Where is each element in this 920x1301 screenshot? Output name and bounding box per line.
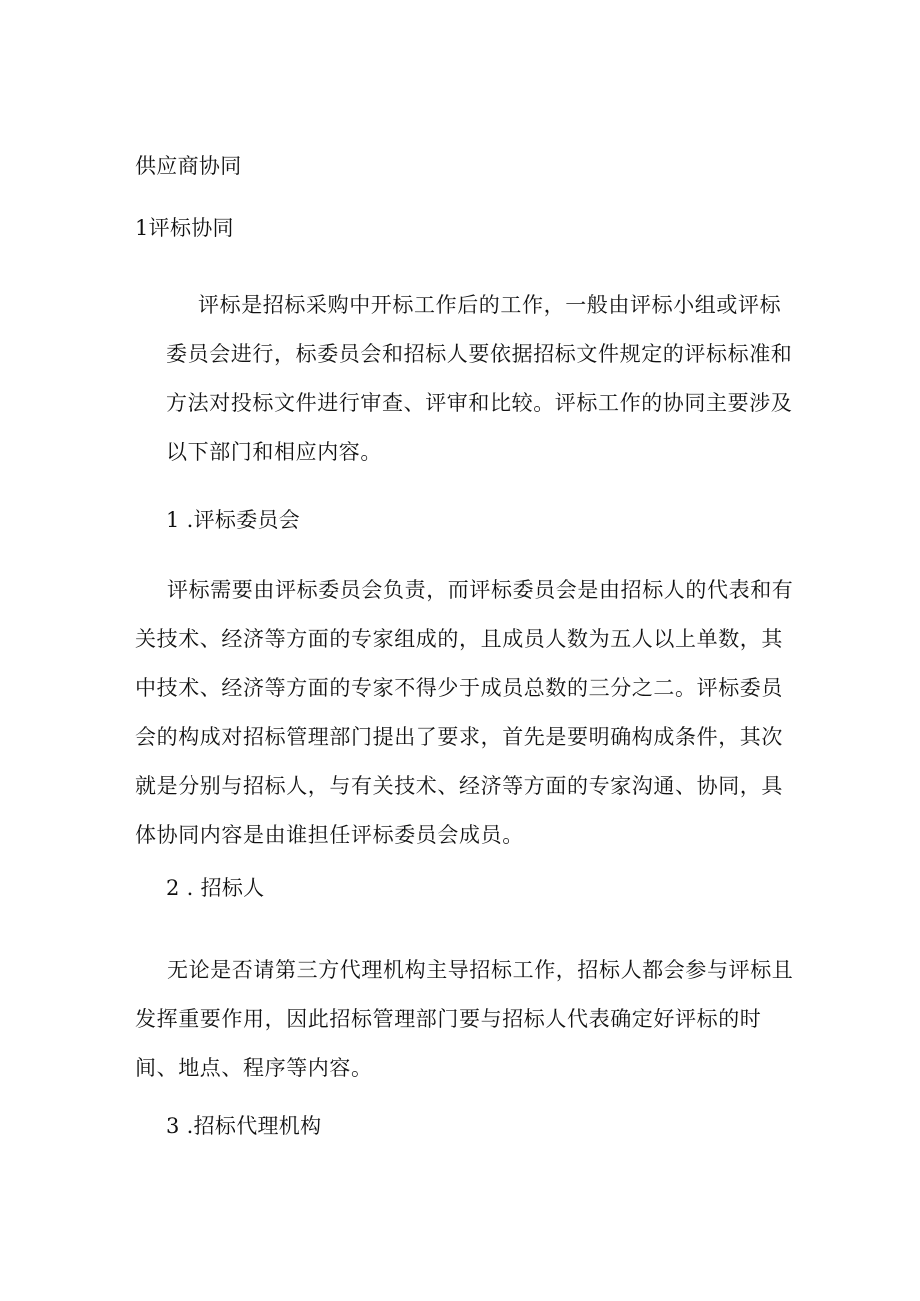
intro-paragraph-text: 评标是招标采购中开标工作后的工作，一般由评标小组或评标委员会进行，标委员会和招标人要依据招标文件规定的评标标准和方法对投标文件进行审查、评审和比较。评标工作的协同主要涉及以下部门和相应内容。 xyxy=(166,293,793,464)
item1-paragraph-text: 评标需要由评标委员会负责，而评标委员会是由招标人的代表和有关技术、经济等方面的专家组成的，且成员人数为五人以上单数，其中技术、经济等方面的专家不得少于成员总数的三分之二。评标委员会的构成对招标管理部门提出了要求，首先是要明确构成条件，其次就是分别与招标人，与有关技术、经济等方面的专家沟通、协同，具体协同内容是由谁担任评标委员会成员。 xyxy=(135,578,794,847)
intro-paragraph xyxy=(166,281,796,477)
section-title: 1评标协同 xyxy=(135,216,234,240)
item2-paragraph xyxy=(135,946,800,1093)
item1-heading: 1 .评标委员会 xyxy=(166,508,301,532)
item2-paragraph-text: 无论是否请第三方代理机构主导招标工作，招标人都会参与评标且发挥重要作用，因此招标管理部门要与招标人代表确定好评标的时间、地点、程序等内容。 xyxy=(135,958,794,1080)
item1-paragraph xyxy=(135,566,795,860)
item3-heading: 3 .招标代理机构 xyxy=(166,1114,322,1138)
document-title: 供应商协同 xyxy=(135,154,242,178)
item2-heading: 2 . 招标人 xyxy=(166,876,265,900)
